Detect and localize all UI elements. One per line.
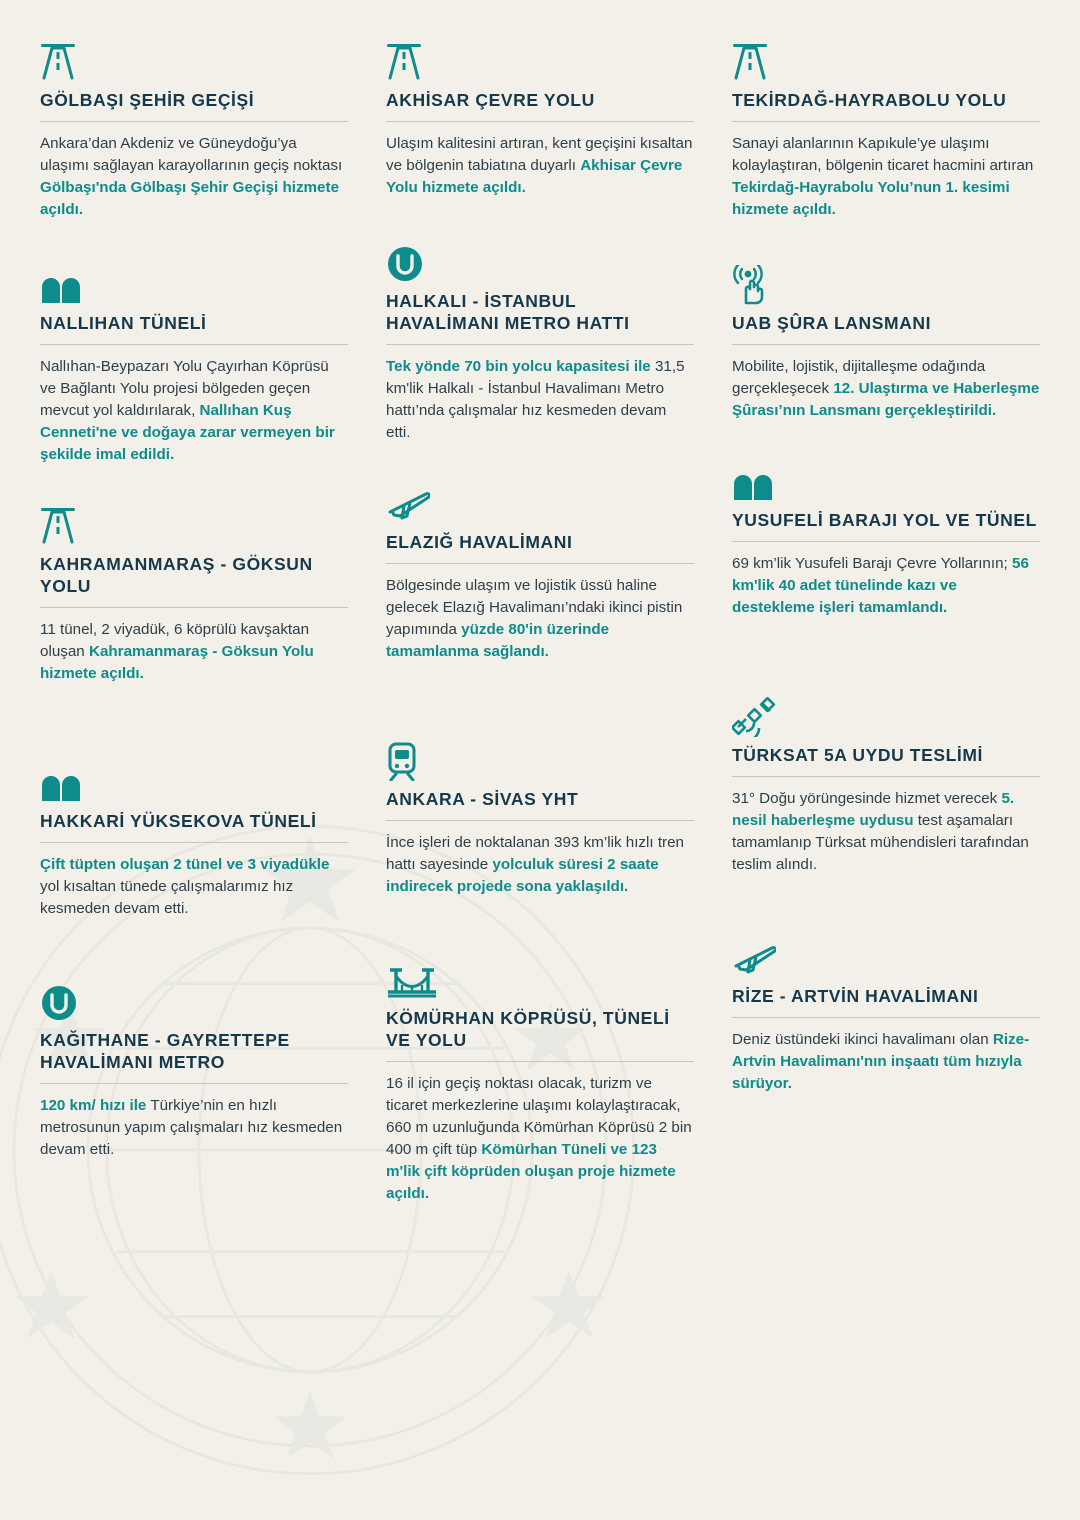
column-1 bbox=[40, 38, 348, 1235]
project-card bbox=[732, 693, 1040, 876]
column-2 bbox=[386, 38, 694, 1235]
project-card bbox=[386, 239, 694, 444]
project-card bbox=[40, 759, 348, 920]
project-card bbox=[386, 737, 694, 898]
card-title: KAHRAMANMARAŞ - GÖKSUN YOLU bbox=[40, 554, 348, 608]
highway-icon bbox=[40, 38, 348, 82]
plane-icon bbox=[732, 934, 1040, 978]
project-card bbox=[40, 978, 348, 1161]
card-body: 69 km’lik Yusufeli Barajı Çevre Yollarının; 56 km'lik 40 adet tünelinde kazı ve destekleme işleri tamamlandı. bbox=[732, 554, 1029, 616]
highway-icon bbox=[40, 502, 348, 546]
card-body: İnce işleri de noktalanan 393 km’lik hızlı tren hattı sayesinde yolculuk süresi 2 saate indirecek projede sona yaklaşıldı. bbox=[386, 833, 684, 895]
project-card bbox=[386, 38, 694, 199]
card-body: Sanayi alanlarının Kapıkule’ye ulaşımı kolaylaştıran, bölgenin ticaret hacmini artıran Tekirdağ-Hayrabolu Yolu’nun 1. kesimi hizmete açıldı. bbox=[732, 134, 1034, 218]
project-card bbox=[40, 502, 348, 685]
card-body: 120 km/ hızı ile Türkiye’nin en hızlı metrosunun yapım çalışmaları hız kesmeden devam etti. bbox=[40, 1096, 343, 1158]
project-card bbox=[40, 38, 348, 221]
card-title: KÖMÜRHAN KÖPRÜSÜ, TÜNELİ VE YOLU bbox=[386, 1008, 694, 1062]
highway-icon bbox=[732, 38, 1040, 82]
card-title: ELAZIĞ HAVALİMANI bbox=[386, 532, 694, 564]
satellite-icon bbox=[732, 693, 1040, 737]
card-body: Çift tüpten oluşan 2 tünel ve 3 viyadükle yol kısaltan tünede çalışmalarımız hız kesmeden devam etti. bbox=[40, 855, 330, 917]
project-card bbox=[732, 261, 1040, 422]
project-card bbox=[732, 934, 1040, 1095]
card-title: AKHİSAR ÇEVRE YOLU bbox=[386, 90, 694, 122]
card-title: RİZE - ARTVİN HAVALİMANI bbox=[732, 986, 1040, 1018]
project-card bbox=[386, 956, 694, 1205]
card-title: YUSUFELİ BARAJI YOL VE TÜNEL bbox=[732, 510, 1040, 542]
digital-hand-icon bbox=[732, 261, 1040, 305]
card-body: 11 tünel, 2 viyadük, 6 köprülü kavşaktan oluşan Kahramanmaraş - Göksun Yolu hizmete açıldı. bbox=[40, 620, 314, 682]
card-title: ANKARA - SİVAS YHT bbox=[386, 789, 694, 821]
highway-icon bbox=[386, 38, 694, 82]
card-title: GÖLBAŞI ŞEHİR GEÇİŞİ bbox=[40, 90, 348, 122]
project-card bbox=[40, 261, 348, 466]
tunnel-icon bbox=[732, 458, 1040, 502]
card-body: Tek yönde 70 bin yolcu kapasitesi ile 31,5 km'lik Halkalı - İstanbul Havalimanı Metro hattı’nda çalışmalar hız kesmeden devam etti. bbox=[386, 357, 685, 441]
project-card bbox=[386, 480, 694, 663]
metro-u-icon bbox=[386, 239, 694, 283]
column-3 bbox=[732, 38, 1040, 1235]
card-body: Bölgesinde ulaşım ve lojistik üssü haline gelecek Elazığ Havalimanı’ndaki ikinci pistin yapımında yüzde 80'in üzerinde tamamlanma sağlandı. bbox=[386, 576, 683, 660]
card-body: Ankara’dan Akdeniz ve Güneydoğu’ya ulaşımı sağlayan karayollarının geçiş noktası Gölbaşı'nda Gölbaşı Şehir Geçişi hizmete açıldı. bbox=[40, 134, 343, 218]
tunnel-icon bbox=[40, 261, 348, 305]
card-body: Deniz üstündeki ikinci havalimanı olan Rize-Artvin Havalimanı'nın inşaatı tüm hızıyla sürüyor. bbox=[732, 1030, 1030, 1092]
tunnel-icon bbox=[40, 759, 348, 803]
card-title: HALKALI - İSTANBUL HAVALİMANI METRO HATTI bbox=[386, 291, 694, 345]
card-title: UAB ŞÛRA LANSMANI bbox=[732, 313, 1040, 345]
card-title: TÜRKSAT 5A UYDU TESLİMİ bbox=[732, 745, 1040, 777]
card-body: Nallıhan-Beypazarı Yolu Çayırhan Köprüsü ve Bağlantı Yolu projesi bölgeden geçen mevcut yol kaldırılarak, Nallıhan Kuş Cenneti'ne ve doğaya zarar vermeyen bir şekilde imal edildi. bbox=[40, 357, 335, 463]
card-title: TEKİRDAĞ-HAYRABOLU YOLU bbox=[732, 90, 1040, 122]
project-card bbox=[732, 38, 1040, 221]
card-body: Ulaşım kalitesini artıran, kent geçişini kısaltan ve bölgenin tabiatına duyarlı Akhisar Çevre Yolu hizmete açıldı. bbox=[386, 134, 693, 196]
card-body: Mobilite, lojistik, dijitalleşme odağında gerçekleşecek 12. Ulaştırma ve Haberleşme Şûrası’nın Lansmanı gerçekleştirildi. bbox=[732, 357, 1040, 419]
metro-u-icon bbox=[40, 978, 348, 1022]
bridge-icon bbox=[386, 956, 694, 1000]
card-body: 31° Doğu yörüngesinde hizmet verecek 5. nesil haberleşme uydusu test aşamaları tamamlanıp Türksat mühendisleri tarafından teslim alındı. bbox=[732, 789, 1029, 873]
train-icon bbox=[386, 737, 694, 781]
plane-icon bbox=[386, 480, 694, 524]
cards-grid bbox=[40, 38, 1040, 1235]
card-title: KAĞITHANE - GAYRETTEPE HAVALİMANI METRO bbox=[40, 1030, 348, 1084]
card-title: NALLIHAN TÜNELİ bbox=[40, 313, 348, 345]
card-body: 16 il için geçiş noktası olacak, turizm ve ticaret merkezlerine ulaşımı kolaylaştıracak, 660 m uzunluğunda Kömürhan Köprüsü 2 bin 400 m çift tüp Kömürhan Tüneli ve 123 m'lik çift köprüden oluşan proje hizmete açıldı. bbox=[386, 1074, 692, 1202]
card-title: HAKKARİ YÜKSEKOVA TÜNELİ bbox=[40, 811, 348, 843]
project-card bbox=[732, 458, 1040, 619]
